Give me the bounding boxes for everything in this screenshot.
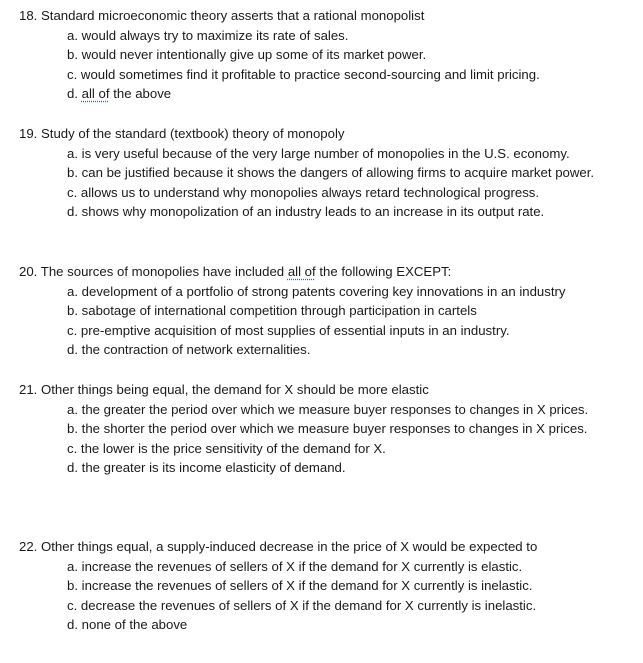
option-list <box>0 400 643 478</box>
option-letter: d. <box>67 86 82 101</box>
stem-text: 20. The sources of monopolies have included <box>19 264 288 279</box>
question-stem: 22. Other things equal, a supply-induced decrease in the price of X would be expected to <box>19 539 538 554</box>
question-stem: 18. Standard microeconomic theory asserts that a rational monopolist <box>19 8 425 23</box>
option-c: c. decrease the revenues of sellers of X if the demand for X currently is inelastic. <box>67 597 537 613</box>
option-a: a. development of a portfolio of strong patents covering key innovations in an industry <box>67 283 566 299</box>
option-a: a. the greater the period over which we measure buyer responses to changes in X prices. <box>67 401 589 417</box>
option-b: b. can be justified because it shows the dangers of allowing firms to acquire market power. <box>67 165 595 180</box>
option-a: a. is very useful because of the very large number of monopolies in the U.S. economy. <box>67 145 570 161</box>
option-d: d. the contraction of network externalities. <box>67 342 311 357</box>
option-d: d. none of the above <box>67 617 188 632</box>
option-c: c. the lower is the price sensitivity of the demand for X. <box>67 440 386 456</box>
option-d: d. shows why monopolization of an industry leads to an increase in its output rate. <box>67 204 545 219</box>
question-21 <box>0 380 643 478</box>
option-list <box>0 26 643 104</box>
option-list <box>0 557 643 635</box>
option-text: the above <box>109 86 172 101</box>
grammar-flagged-text: all of <box>287 264 316 279</box>
question-20 <box>0 262 643 360</box>
question-18 <box>0 6 643 104</box>
grammar-flagged-text: all of <box>81 86 110 101</box>
option-c: c. pre-emptive acquisition of most supplies of essential inputs in an industry. <box>67 322 510 338</box>
option-a: a. increase the revenues of sellers of X if the demand for X currently is elastic. <box>67 558 523 574</box>
option-c: c. allows us to understand why monopolies always retard technological progress. <box>67 184 540 200</box>
question-stem <box>0 262 643 282</box>
option-b: b. the shorter the period over which we measure buyer responses to changes in X prices. <box>67 421 588 436</box>
option-d: d. the greater is its income elasticity of demand. <box>67 460 346 475</box>
question-stem: 21. Other things being equal, the demand for X should be more elastic <box>19 382 429 397</box>
question-19 <box>0 124 643 222</box>
question-stem: 19. Study of the standard (textbook) theory of monopoly <box>19 126 345 141</box>
option-c: c. would sometimes find it profitable to practice second-sourcing and limit pricing. <box>67 66 540 82</box>
option-b: b. would never intentionally give up some of its market power. <box>67 47 427 62</box>
option-list <box>0 282 643 360</box>
option-d <box>0 84 643 104</box>
question-22 <box>0 537 643 635</box>
option-b: b. increase the revenues of sellers of X if the demand for X currently is inelastic. <box>67 578 533 593</box>
option-a: a. would always try to maximize its rate of sales. <box>67 27 349 43</box>
option-b: b. sabotage of international competition through participation in cartels <box>67 303 477 318</box>
option-list <box>0 144 643 222</box>
stem-text: the following EXCEPT: <box>315 264 452 279</box>
